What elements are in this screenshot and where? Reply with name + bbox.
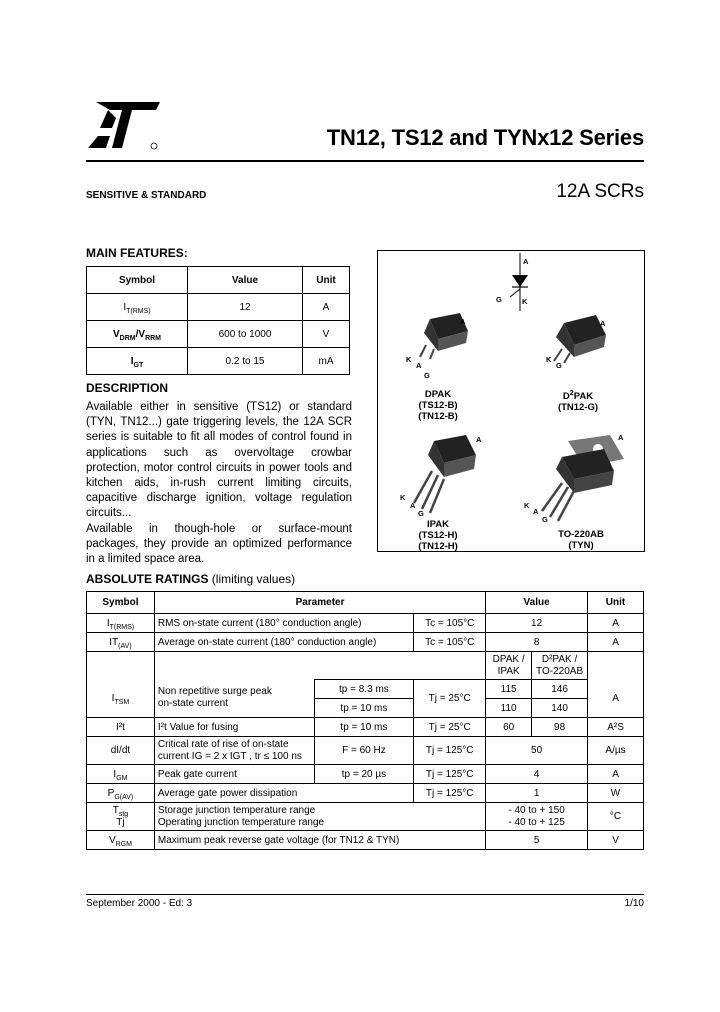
package-name: TO-220AB [558, 529, 604, 540]
value-cell: 1 [486, 784, 588, 803]
edition-date: September 2000 - Ed: 3 [86, 898, 193, 909]
pin-g-label: G [424, 371, 430, 380]
table-row [87, 680, 644, 699]
param-cell [154, 652, 485, 680]
pin-g-label: G [418, 509, 424, 518]
symbol-cell [87, 652, 155, 680]
pin-a-label: A [460, 317, 466, 326]
to220-package-icon [528, 435, 628, 525]
value-cell: 60 [486, 718, 532, 737]
symbol-cell: $I_{T(RMS)}$ [87, 294, 188, 321]
description-paragraph: Available in though-hole or surface-mount packages, they provide an optimized performance in a limited space area. [86, 522, 352, 566]
param-cell: Non repetitive surge peak on-state current [154, 680, 314, 718]
param-cell: Critical rate of rise of on-state current IG = 2 x IGT , tr ≤ 100 ns [154, 737, 314, 765]
absolute-ratings-title: ABSOLUTE RATINGS (limiting values) [86, 572, 296, 586]
value-cell: - 40 to + 150 - 40 to + 125 [486, 803, 588, 831]
package-part: (TN12-B) [418, 411, 458, 422]
col-value: Value [486, 592, 588, 614]
gate-label: G [496, 295, 502, 304]
package-name: IPAK [427, 519, 449, 530]
param-cell: RMS on-state current (180° conduction angle) [154, 614, 413, 633]
table-row [87, 294, 350, 321]
col-value: Value [188, 267, 303, 294]
value-cell: 600 to 1000 [188, 321, 303, 348]
table-row [87, 348, 350, 375]
footer-rule [86, 894, 644, 895]
dpak-label [398, 389, 478, 422]
d2pak-label [538, 391, 618, 413]
unit-cell: A²S [588, 718, 644, 737]
table-row [87, 633, 644, 652]
table-row [87, 737, 644, 765]
value-cell: 4 [486, 765, 588, 784]
param-cell: Storage junction temperature range Operating junction temperature range [154, 803, 485, 831]
unit-cell: A [588, 765, 644, 784]
param-cell: Peak gate current [154, 765, 314, 784]
unit-cell: V [588, 831, 644, 850]
table-row [87, 652, 644, 680]
st-logo [86, 100, 162, 152]
package-part: (TYN) [568, 540, 594, 551]
pin-a-label: A [533, 507, 539, 516]
pin-k-label: K [546, 355, 552, 364]
pkg-col-2: D²PAK / TO-220AB [532, 652, 588, 680]
document-title: TN12, TS12 and TYNx12 Series [326, 125, 644, 150]
param-cell: I²t Value for fusing [154, 718, 314, 737]
tp-cell: tp = 8.3 ms [314, 680, 414, 699]
table-row [87, 321, 350, 348]
package-part: (TS12-H) [418, 530, 458, 541]
param-cell: Average on-state current (180° conduction angle) [154, 633, 413, 652]
param-cell: Average gate power dissipation [154, 784, 413, 803]
freq-cell: F = 60 Hz [314, 737, 414, 765]
package-part: (TS12-B) [418, 400, 458, 411]
symbol-cell: $IT_{(AV)}$ [87, 633, 155, 652]
unit-cell: A [588, 633, 644, 652]
value-cell: 0.2 to 15 [188, 348, 303, 375]
description-text [86, 400, 352, 567]
col-unit: Unit [588, 592, 644, 614]
symbol-cell: $T_{stg}$ Tj [87, 803, 155, 831]
cond-cell: Tj = 125°C [414, 784, 486, 803]
col-symbol: Symbol [87, 592, 155, 614]
unit-cell: A [303, 294, 350, 321]
table-header-row [87, 592, 644, 614]
table-row [87, 803, 644, 831]
tp-cell: tp = 10 ms [314, 718, 414, 737]
tp-cell: tp = 20 µs [314, 765, 414, 784]
unit-cell: °C [588, 803, 644, 831]
param-cell: Maximum peak reverse gate voltage (for TN12 & TYN) [154, 831, 485, 850]
symbol-cell: $I_{T(RMS)}$ [87, 614, 155, 633]
value-cell: 115 [486, 680, 532, 699]
product-category: SENSITIVE & STANDARD [86, 190, 207, 201]
symbol-cell: $V_{RGM}$ [87, 831, 155, 850]
package-name: DPAK [424, 389, 452, 400]
pin-g-label: G [556, 361, 562, 370]
cond-cell: Tj = 25°C [414, 680, 486, 718]
unit-cell: A [588, 680, 644, 718]
symbol-cell: $I_{TSM}$ [87, 680, 155, 718]
value-cell: 5 [486, 831, 588, 850]
unit-cell: W [588, 784, 644, 803]
absolute-ratings-table [86, 591, 644, 850]
table-row [87, 614, 644, 633]
value-cell: 146 [532, 680, 588, 699]
cond-cell: Tj = 25°C [414, 718, 486, 737]
pin-a-label: A [618, 433, 624, 442]
pin-k-label: K [524, 501, 530, 510]
page-number: 1/10 [624, 898, 644, 909]
value-cell: 12 [188, 294, 303, 321]
to220-label [538, 529, 624, 551]
ipak-label [398, 519, 478, 552]
table-row [87, 831, 644, 850]
col-parameter: Parameter [154, 592, 485, 614]
symbol-cell: $I_{GM}$ [87, 765, 155, 784]
main-features-title: MAIN FEATURES: [86, 246, 188, 260]
product-rating: 12A SCRs [556, 181, 644, 202]
package-name: $D^2PAK$ [562, 389, 594, 402]
col-symbol: Symbol [87, 267, 188, 294]
value-cell: 12 [486, 614, 588, 633]
symbol-cell: $P_{G(AV)}$ [87, 784, 155, 803]
pin-a-label: A [476, 435, 482, 444]
ipak-package-icon [406, 435, 482, 515]
cond-cell: Tc = 105°C [414, 633, 486, 652]
value-cell: 110 [486, 699, 532, 718]
pin-a-label: A [600, 319, 606, 328]
unit-cell: A [588, 614, 644, 633]
pin-k-label: K [406, 355, 412, 364]
col-unit: Unit [303, 267, 350, 294]
kathode-label: K [522, 297, 528, 306]
value-cell: 98 [532, 718, 588, 737]
main-features-table [86, 266, 350, 375]
packages-figure [377, 250, 645, 552]
anode-label: A [523, 257, 529, 266]
package-part: (TN12-G) [557, 402, 599, 413]
pin-k-label: K [400, 493, 406, 502]
table-row [87, 765, 644, 784]
value-cell: 50 [486, 737, 588, 765]
unit-cell: V [303, 321, 350, 348]
tp-cell: tp = 10 ms [314, 699, 414, 718]
unit-cell: A/µs [588, 737, 644, 765]
package-part: (TN12-H) [418, 541, 458, 552]
pkg-col-1: DPAK / IPAK [486, 652, 532, 680]
symbol-cell: $I_{GT}$ [87, 348, 188, 375]
header-rule [86, 160, 644, 162]
description-title: DESCRIPTION [86, 381, 169, 395]
symbol-cell: dI/dt [87, 737, 155, 765]
table-row [87, 784, 644, 803]
symbol-cell: $V_{DRM}/V_{RRM}$ [87, 321, 188, 348]
value-cell: 8 [486, 633, 588, 652]
value-cell: 140 [532, 699, 588, 718]
unit-cell [588, 652, 644, 680]
pin-g-label: G [542, 515, 548, 524]
description-paragraph: Available either in sensitive (TS12) or standard (TYN, TN12...) gate triggering levels, the 12A SCR series is suitable to fit all modes of control found in applications such as overvoltage crowbar protection, motor control circuits in power tools and kitchen aids, in-rush current limiting circuits, capacitive discharge ignition, voltage regulation circuits... [86, 401, 352, 520]
cond-cell: Tj = 125°C [414, 765, 486, 784]
unit-cell: mA [303, 348, 350, 375]
cond-cell: Tc = 105°C [414, 614, 486, 633]
symbol-cell: I²t [87, 718, 155, 737]
pin-a-label: A [410, 501, 416, 510]
pin-a-label: A [416, 361, 422, 370]
table-row [87, 718, 644, 737]
cond-cell: Tj = 125°C [414, 737, 486, 765]
